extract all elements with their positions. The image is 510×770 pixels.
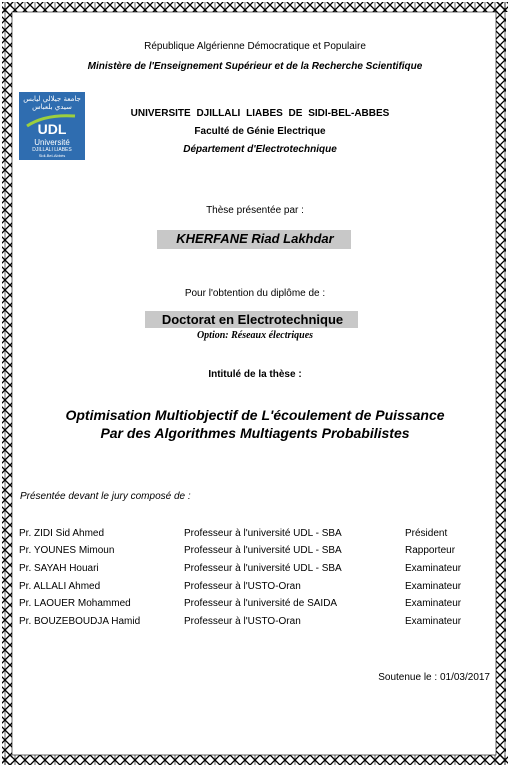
jury-member-name: Pr. YOUNES Mimoun [19,545,115,556]
jury-row [0,581,510,598]
jury-member-position: Professeur à l'université UDL - SBA [184,563,342,574]
jury-member-name: Pr. LAOUER Mohammed [19,598,131,609]
ministry-line: Ministère de l'Enseignement Supérieur et de la Recherche Scientifique [87,61,423,72]
jury-member-name: Pr. ALLALI Ahmed [19,581,101,592]
republic-line: République Algérienne Démocratique et Populaire [144,41,366,52]
jury-member-position: Professeur à l'université de SAIDA [184,598,338,609]
thesis-title-line1: Optimisation Multiobjectif de L'écoulement de Puissance [65,407,445,423]
defense-date: Soutenue le : 01/03/2017 [378,672,490,683]
jury-member-name: Pr. BOUZEBOUDJA Hamid [19,616,141,627]
jury-member-role: Examinateur [405,616,462,627]
faculty-name: Faculté de Génie Electrique [194,126,326,137]
jury-member-name: Pr. SAYAH Houari [19,563,99,574]
logo-city: Sidi-Bel-Abbès [38,153,66,158]
university-name: UNIVERSITE DJILLALI LIABES DE SIDI-BEL-ABBES [130,108,390,119]
logo-arabic-text: جامعة جيلالي ليابس سيدي بلعباس [23,95,81,111]
thesis-title-label: Intitulé de la thèse : [208,369,302,380]
jury-row [0,528,510,545]
logo-djillali: DJILLALI LIABES [32,147,72,153]
for-obtaining-label: Pour l'obtention du diplôme de : [184,288,326,299]
jury-row [0,598,510,615]
jury-member-role: Examinateur [405,563,462,574]
svg-text:UDL: UDL [37,121,67,136]
jury-intro: Présentée devant le jury composé de : [20,491,191,502]
jury-row [0,616,510,633]
jury-member-role: Rapporteur [405,545,456,556]
thesis-title-line2: Par des Algorithmes Multiagents Probabilistes [100,425,410,441]
jury-member-role: Président [405,528,448,539]
degree-option: Option: Réseaux électriques [196,330,314,341]
jury-member-position: Professeur à l'USTO-Oran [184,581,301,592]
jury-member-position: Professeur à l'université UDL - SBA [184,545,342,556]
jury-row [0,563,510,580]
jury-member-position: Professeur à l'USTO-Oran [184,616,301,627]
jury-member-role: Examinateur [405,581,462,592]
logo-university: Université [34,138,70,147]
department-name: Département d'Electrotechnique [183,144,337,155]
university-logo [19,92,85,160]
udl-mark-icon [25,112,79,136]
jury-member-position: Professeur à l'université UDL - SBA [184,528,342,539]
jury-member-role: Examinateur [405,598,462,609]
jury-row [0,545,510,562]
author-name: KHERFANE Riad Lakhdar [176,231,334,246]
presented-by-label: Thèse présentée par : [206,205,304,216]
jury-member-name: Pr. ZIDI Sid Ahmed [19,528,105,539]
degree-name: Doctorat en Electrotechnique [161,312,344,327]
